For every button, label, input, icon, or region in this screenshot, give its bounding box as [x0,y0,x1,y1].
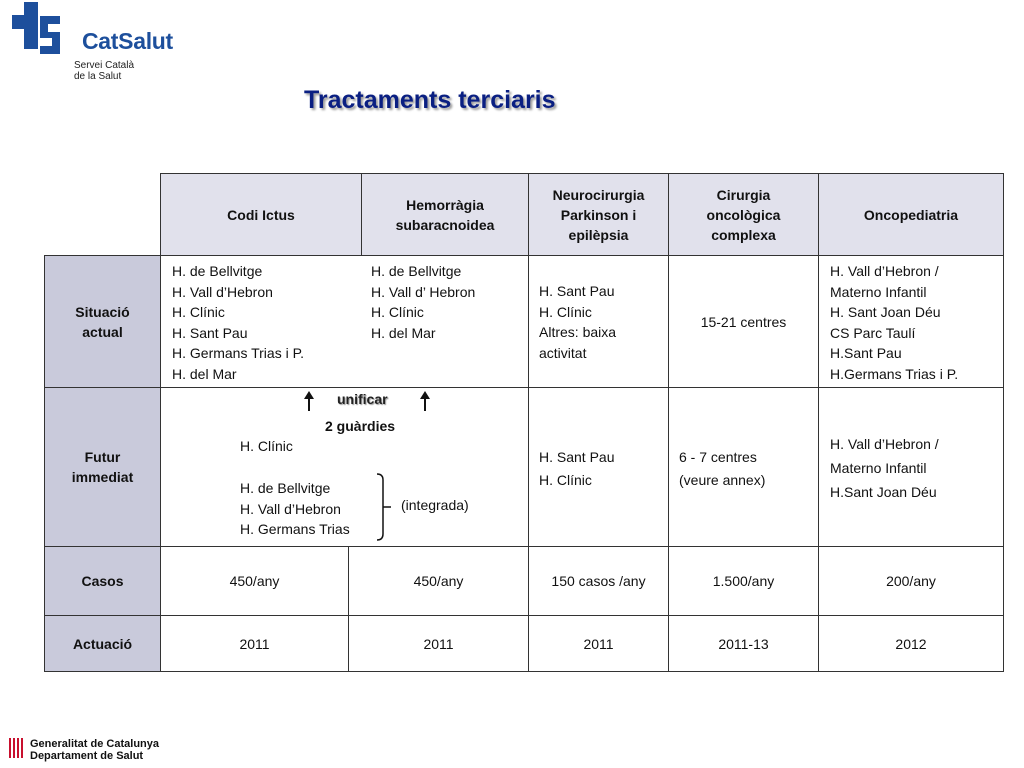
row-header-actuacio: Actuació [44,615,161,672]
actuacio-value-ictus: 2011 [160,615,349,672]
catsalut-cross-icon [12,2,72,62]
futur-group-list: H. de Bellvitge H. Vall d’Hebron H. Germans Trias [240,480,350,538]
catsalut-logo [12,2,212,88]
logo-name: CatSalut [82,28,173,54]
futur-neuro-list: H. Sant Pau H. Clínic [539,449,615,488]
casos-value-neuro: 150 casos /any [528,546,669,616]
logo-subtitle: Servei Català de la Salut [74,60,135,82]
unificar-label: unificar [337,391,388,407]
cell-situacio-neuro [528,255,669,388]
futur-onco-list: H. Vall d’Hebron / Materno Infantil H.Sant Joan Déu [830,436,939,500]
casos-value-cirurgia: 1.500/any [668,546,819,616]
cell-futur-cirurgia [668,387,819,547]
cell-situacio-onco [818,255,1004,388]
cell-situacio-ictus-hemorragia [160,255,529,388]
situacio-hemorragia-list: H. de Bellvitge H. Vall d’ Hebron H. Clínic H. del Mar [371,263,476,341]
footer-text: Generalitat de Catalunya Departament de Salut [30,738,159,762]
group-bracket-icon [373,472,397,542]
situacio-ictus-list: H. de Bellvitge H. Vall d’Hebron H. Clínic H. Sant Pau H. Germans Trias i P. H. del Mar [172,263,305,382]
cell-futur-neuro [528,387,669,547]
futur-clinic: H. Clínic [240,438,293,454]
generalitat-emblem-icon [8,737,26,759]
row-header-futur: Futur immediat [44,387,161,547]
casos-value-onco: 200/any [818,546,1004,616]
casos-value-hemorragia: 450/any [348,546,529,616]
row-header-situacio: Situació actual [44,255,161,388]
actuacio-value-neuro: 2011 [528,615,669,672]
guardies-label: 2 guàrdies [325,418,396,434]
row-header-casos: Casos [44,546,161,616]
page-title: Tractaments terciaris [304,86,556,114]
actuacio-value-hemorragia: 2011 [348,615,529,672]
integrada-label: (integrada) [401,497,469,513]
col-header-codi-ictus: Codi Ictus [160,173,362,256]
futur-cirurgia-list: 6 - 7 centres (veure annex) [679,449,766,488]
col-header-neurocirurgia: Neurocirurgia Parkinson i epilèpsia [528,173,669,256]
casos-value-ictus: 450/any [160,546,349,616]
col-header-cirurgia: Cirurgia oncològica complexa [668,173,819,256]
situacio-onco-list: H. Vall d’Hebron / Materno Infantil H. Sant Joan Déu CS Parc Taulí H.Sant Pau H.Germans Trias i P. [830,263,959,382]
cell-futur-ictus-hemorragia [160,387,529,547]
situacio-neuro-list: H. Sant Pau H. Clínic Altres: baixa activitat [539,283,617,361]
actuacio-value-onco: 2012 [818,615,1004,672]
col-header-hemorragia: Hemorràgia subaracnoidea [361,173,529,256]
cell-futur-onco [818,387,1004,547]
actuacio-value-cirurgia: 2011-13 [668,615,819,672]
col-header-oncopediatria: Oncopediatria [818,173,1004,256]
cell-situacio-cirurgia: 15-21 centres [668,255,819,388]
